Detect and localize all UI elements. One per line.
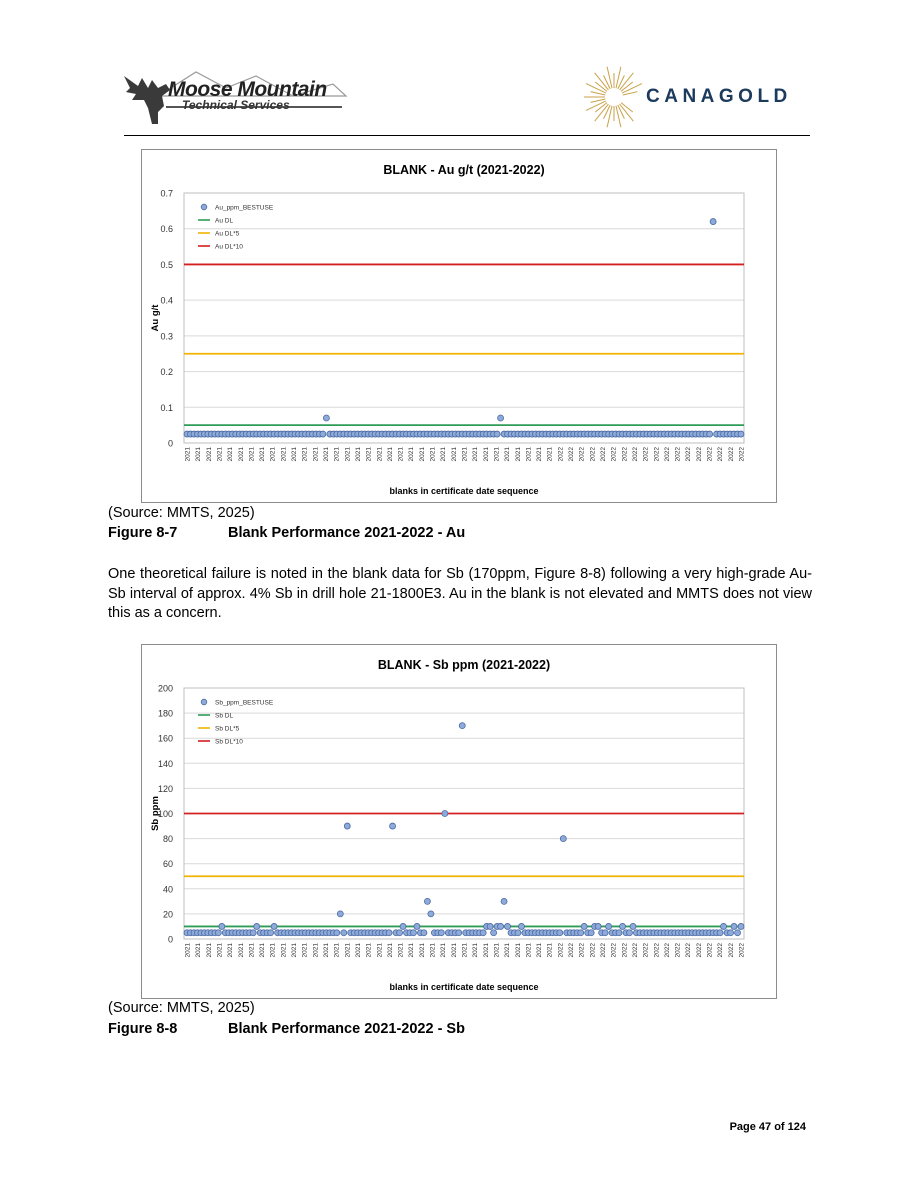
x-tick-label: 2021 bbox=[376, 943, 384, 958]
legend-marker bbox=[201, 204, 207, 210]
x-tick-label: 2021 bbox=[386, 447, 394, 462]
figure2-source: (Source: MMTS, 2025) bbox=[108, 1000, 255, 1016]
data-point bbox=[397, 930, 403, 936]
data-point bbox=[271, 923, 277, 929]
legend-label: Sb DL bbox=[215, 712, 234, 720]
x-tick-label: 2021 bbox=[269, 447, 277, 462]
x-tick-label: 2022 bbox=[578, 943, 586, 958]
data-point bbox=[731, 923, 737, 929]
x-tick-label: 2021 bbox=[237, 943, 245, 958]
data-point bbox=[438, 930, 444, 936]
data-point bbox=[721, 923, 727, 929]
x-axis-label: blanks in certificate date sequence bbox=[389, 982, 539, 992]
x-tick-label: 2021 bbox=[408, 447, 416, 462]
x-tick-label: 2021 bbox=[237, 447, 245, 462]
x-tick-label: 2022 bbox=[653, 447, 661, 462]
y-tick-label: 0.6 bbox=[160, 224, 173, 235]
x-tick-label: 2022 bbox=[717, 447, 725, 462]
x-tick-label: 2021 bbox=[312, 447, 320, 462]
x-tick-label: 2021 bbox=[546, 943, 554, 958]
x-tick-label: 2021 bbox=[429, 943, 437, 958]
x-tick-label: 2021 bbox=[440, 943, 448, 958]
legend-label: Au DL bbox=[215, 217, 234, 225]
x-tick-label: 2021 bbox=[301, 943, 309, 958]
x-tick-label: 2022 bbox=[695, 447, 703, 462]
logo-line1: Moose Mountain bbox=[168, 78, 327, 101]
data-point bbox=[268, 930, 274, 936]
x-tick-label: 2022 bbox=[578, 447, 586, 462]
data-point bbox=[341, 930, 347, 936]
x-tick-label: 2021 bbox=[493, 447, 501, 462]
x-tick-label: 2022 bbox=[674, 447, 682, 462]
data-point bbox=[738, 431, 744, 437]
logo-line2: Technical Services bbox=[182, 98, 290, 112]
x-tick-label: 2021 bbox=[344, 943, 352, 958]
legend-label: Au_ppm_BESTUSE bbox=[215, 204, 274, 212]
x-tick-label: 2022 bbox=[717, 943, 725, 958]
y-tick-label: 80 bbox=[162, 834, 173, 845]
y-axis-label: Au g/t bbox=[150, 304, 161, 332]
moose-mountain-logo bbox=[118, 66, 348, 128]
x-tick-label: 2021 bbox=[365, 447, 373, 462]
x-tick-label: 2022 bbox=[610, 943, 618, 958]
data-point bbox=[414, 923, 420, 929]
x-tick-label: 2021 bbox=[269, 943, 277, 958]
data-point bbox=[400, 923, 406, 929]
x-tick-label: 2021 bbox=[205, 447, 213, 462]
legend-label: Sb DL*10 bbox=[215, 738, 243, 746]
x-tick-label: 2021 bbox=[429, 447, 437, 462]
data-point bbox=[480, 930, 486, 936]
x-tick-label: 2021 bbox=[397, 943, 405, 958]
x-tick-label: 2021 bbox=[461, 447, 469, 462]
data-point bbox=[250, 930, 256, 936]
x-tick-label: 2022 bbox=[706, 943, 714, 958]
x-tick-label: 2021 bbox=[291, 447, 299, 462]
y-axis-label: Sb ppm bbox=[150, 796, 161, 831]
y-tick-label: 20 bbox=[162, 909, 173, 920]
x-tick-label: 2021 bbox=[397, 447, 405, 462]
x-tick-label: 2022 bbox=[557, 943, 565, 958]
x-tick-label: 2021 bbox=[450, 943, 458, 958]
y-tick-label: 180 bbox=[157, 708, 173, 719]
x-tick-label: 2021 bbox=[536, 447, 544, 462]
data-point bbox=[738, 923, 744, 929]
x-tick-label: 2021 bbox=[227, 943, 235, 958]
au-chart bbox=[141, 149, 777, 503]
data-point bbox=[602, 930, 608, 936]
x-tick-label: 2021 bbox=[440, 447, 448, 462]
data-point bbox=[219, 923, 225, 929]
x-tick-label: 2021 bbox=[482, 943, 490, 958]
figure2-number: Figure 8-8 bbox=[108, 1021, 178, 1037]
data-point bbox=[588, 930, 594, 936]
figure1-number: Figure 8-7 bbox=[108, 525, 178, 541]
x-tick-label: 2021 bbox=[301, 447, 309, 462]
y-tick-label: 60 bbox=[162, 859, 173, 870]
x-tick-label: 2022 bbox=[589, 447, 597, 462]
x-tick-label: 2022 bbox=[738, 943, 746, 958]
x-tick-label: 2021 bbox=[216, 943, 224, 958]
data-point bbox=[735, 930, 741, 936]
x-tick-label: 2022 bbox=[738, 447, 746, 462]
y-tick-label: 0.1 bbox=[160, 402, 173, 413]
x-tick-label: 2021 bbox=[184, 943, 192, 958]
x-tick-label: 2021 bbox=[205, 943, 213, 958]
sb-chart bbox=[141, 644, 777, 999]
x-tick-label: 2021 bbox=[291, 943, 299, 958]
x-tick-label: 2021 bbox=[514, 447, 522, 462]
chart-title: BLANK - Sb ppm (2021-2022) bbox=[377, 658, 551, 672]
sb-chart-svg bbox=[142, 645, 776, 998]
data-point bbox=[717, 930, 723, 936]
data-point bbox=[627, 930, 633, 936]
figure1-title: Blank Performance 2021-2022 - Au bbox=[228, 525, 466, 541]
y-tick-label: 0 bbox=[167, 934, 173, 945]
x-tick-label: 2021 bbox=[184, 447, 192, 462]
x-tick-label: 2022 bbox=[589, 943, 597, 958]
x-tick-label: 2022 bbox=[557, 447, 565, 462]
y-tick-label: 140 bbox=[157, 758, 173, 769]
x-tick-label: 2021 bbox=[376, 447, 384, 462]
data-point bbox=[421, 930, 427, 936]
x-tick-label: 2021 bbox=[259, 943, 267, 958]
data-point bbox=[630, 923, 636, 929]
y-tick-label: 0 bbox=[167, 438, 173, 449]
x-tick-label: 2022 bbox=[674, 943, 682, 958]
data-point bbox=[459, 723, 465, 729]
data-point bbox=[728, 930, 734, 936]
data-point bbox=[428, 911, 434, 917]
data-point bbox=[442, 811, 448, 817]
legend-label: Sb_ppm_BESTUSE bbox=[215, 699, 274, 707]
x-tick-label: 2021 bbox=[418, 943, 426, 958]
figure2-caption bbox=[108, 1021, 465, 1037]
x-tick-label: 2021 bbox=[259, 447, 267, 462]
y-tick-label: 160 bbox=[157, 733, 173, 744]
data-point bbox=[323, 415, 329, 421]
legend-label: Sb DL*5 bbox=[215, 725, 240, 733]
data-point bbox=[707, 431, 713, 437]
x-tick-label: 2022 bbox=[706, 447, 714, 462]
canagold-logo bbox=[584, 64, 804, 130]
data-point bbox=[606, 923, 612, 929]
data-point bbox=[390, 823, 396, 829]
x-tick-label: 2021 bbox=[365, 943, 373, 958]
data-point bbox=[620, 923, 626, 929]
x-tick-label: 2021 bbox=[472, 447, 480, 462]
x-tick-label: 2021 bbox=[344, 447, 352, 462]
x-tick-label: 2021 bbox=[408, 943, 416, 958]
data-point bbox=[254, 923, 260, 929]
x-axis-label: blanks in certificate date sequence bbox=[389, 486, 539, 496]
x-tick-label: 2022 bbox=[695, 943, 703, 958]
x-tick-label: 2021 bbox=[493, 943, 501, 958]
legend-label: Au DL*10 bbox=[215, 243, 243, 251]
data-point bbox=[616, 930, 622, 936]
x-tick-label: 2022 bbox=[600, 447, 607, 462]
plot-area bbox=[184, 193, 744, 443]
x-tick-label: 2021 bbox=[546, 447, 554, 462]
body-paragraph: One theoretical failure is noted in the blank data for Sb (170ppm, Figure 8-8) following a very high-grade Au-Sb interval of approx. 4% Sb in drill hole 21-1800E3. Au in the blank is not elevated and MMTS does not view this as a concern. bbox=[108, 566, 812, 621]
legend-label: Au DL*5 bbox=[215, 230, 240, 238]
figure2-title: Blank Performance 2021-2022 - Sb bbox=[228, 1021, 465, 1037]
sunburst-icon bbox=[584, 64, 644, 130]
y-tick-label: 0.5 bbox=[160, 259, 173, 270]
y-tick-label: 0.7 bbox=[160, 188, 173, 199]
data-point bbox=[334, 930, 340, 936]
x-tick-label: 2021 bbox=[504, 447, 512, 462]
data-point bbox=[410, 930, 416, 936]
x-tick-label: 2021 bbox=[354, 447, 362, 462]
x-tick-label: 2021 bbox=[333, 447, 341, 462]
x-tick-label: 2021 bbox=[248, 447, 256, 462]
x-tick-label: 2022 bbox=[610, 447, 618, 462]
x-tick-label: 2022 bbox=[631, 447, 639, 462]
x-tick-label: 2021 bbox=[312, 943, 320, 958]
data-point bbox=[498, 923, 504, 929]
y-tick-label: 100 bbox=[157, 809, 173, 819]
data-point bbox=[215, 930, 221, 936]
data-point bbox=[560, 836, 566, 842]
x-tick-label: 2022 bbox=[621, 447, 629, 462]
x-tick-label: 2022 bbox=[663, 447, 671, 462]
data-point bbox=[501, 898, 507, 904]
data-point bbox=[578, 930, 584, 936]
x-tick-label: 2021 bbox=[514, 943, 522, 958]
x-tick-label: 2021 bbox=[482, 447, 490, 462]
x-tick-label: 2022 bbox=[685, 943, 693, 958]
data-point bbox=[386, 930, 392, 936]
page-number: Page 47 of 124 bbox=[729, 1121, 806, 1133]
x-tick-label: 2021 bbox=[280, 943, 288, 958]
x-tick-label: 2022 bbox=[727, 447, 735, 462]
data-point bbox=[557, 930, 563, 936]
x-tick-label: 2022 bbox=[663, 943, 671, 958]
canagold-wordmark: CANAGOLD bbox=[646, 86, 792, 107]
x-tick-label: 2022 bbox=[568, 447, 576, 462]
x-tick-label: 2021 bbox=[504, 943, 512, 958]
au-chart-svg bbox=[142, 150, 776, 502]
legend-marker bbox=[201, 699, 207, 705]
x-tick-label: 2022 bbox=[727, 943, 735, 958]
x-tick-label: 2021 bbox=[354, 943, 362, 958]
data-point bbox=[491, 930, 497, 936]
data-point bbox=[337, 911, 343, 917]
y-tick-label: 200 bbox=[157, 683, 173, 694]
data-point bbox=[515, 930, 521, 936]
x-tick-label: 2022 bbox=[568, 943, 576, 958]
x-tick-label: 2021 bbox=[525, 447, 533, 462]
data-point bbox=[518, 923, 524, 929]
y-tick-label: 0.3 bbox=[160, 331, 173, 342]
data-point bbox=[320, 431, 326, 437]
y-tick-label: 0.4 bbox=[160, 295, 173, 306]
figure1-source: (Source: MMTS, 2025) bbox=[108, 505, 255, 521]
x-tick-label: 2022 bbox=[642, 943, 650, 958]
data-point bbox=[581, 923, 587, 929]
x-tick-label: 2022 bbox=[600, 943, 607, 958]
x-tick-label: 2021 bbox=[195, 447, 203, 462]
x-tick-label: 2022 bbox=[621, 943, 629, 958]
x-tick-label: 2021 bbox=[386, 943, 394, 958]
x-tick-label: 2021 bbox=[418, 447, 426, 462]
data-point bbox=[710, 219, 716, 225]
chart-title: BLANK - Au g/t (2021-2022) bbox=[383, 163, 545, 177]
x-tick-label: 2021 bbox=[450, 447, 458, 462]
x-tick-label: 2022 bbox=[653, 943, 661, 958]
y-tick-label: 0.2 bbox=[160, 367, 173, 378]
x-tick-label: 2021 bbox=[280, 447, 288, 462]
data-point bbox=[494, 431, 500, 437]
data-point bbox=[498, 415, 504, 421]
data-point bbox=[595, 923, 601, 929]
data-point bbox=[424, 898, 430, 904]
figure1-caption bbox=[108, 525, 465, 541]
data-point bbox=[487, 923, 493, 929]
x-tick-label: 2021 bbox=[216, 447, 224, 462]
x-tick-label: 2021 bbox=[536, 943, 544, 958]
x-tick-label: 2022 bbox=[631, 943, 639, 958]
x-tick-label: 2021 bbox=[227, 447, 235, 462]
data-point bbox=[456, 930, 462, 936]
data-point bbox=[344, 823, 350, 829]
x-tick-label: 2021 bbox=[461, 943, 469, 958]
x-tick-label: 2021 bbox=[525, 943, 533, 958]
y-tick-label: 120 bbox=[157, 783, 173, 794]
header-rule bbox=[124, 135, 810, 136]
x-tick-label: 2022 bbox=[642, 447, 650, 462]
x-tick-label: 2021 bbox=[472, 943, 480, 958]
x-tick-label: 2022 bbox=[685, 447, 693, 462]
x-tick-label: 2021 bbox=[333, 943, 341, 958]
x-tick-label: 2021 bbox=[323, 943, 330, 958]
data-point bbox=[505, 923, 511, 929]
x-tick-label: 2021 bbox=[248, 943, 256, 958]
x-tick-label: 2021 bbox=[195, 943, 203, 958]
y-tick-label: 40 bbox=[162, 884, 173, 895]
x-tick-label: 2021 bbox=[323, 447, 330, 462]
